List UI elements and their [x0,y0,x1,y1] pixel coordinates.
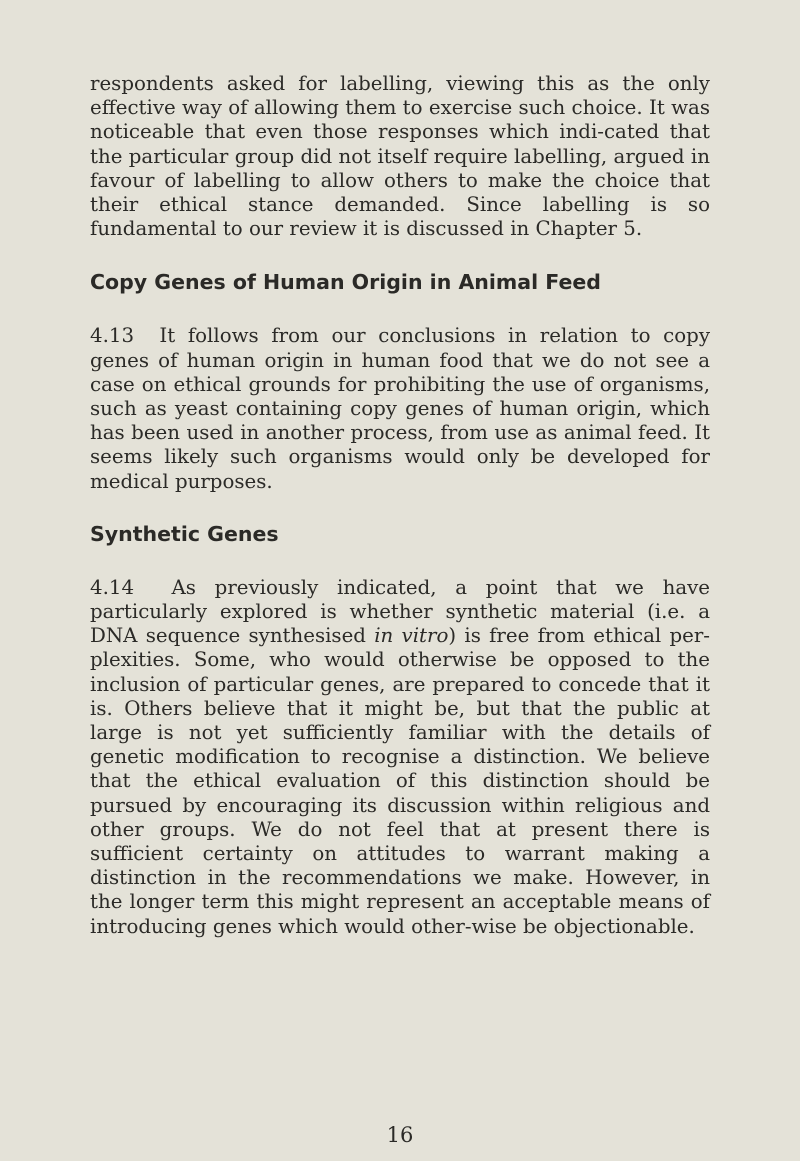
page-number: 16 [386,1123,414,1147]
paragraph-number-4-13: 4.13 [90,324,135,348]
heading-synthetic-genes: Synthetic Genes [90,521,279,546]
paragraph-4-14-text-start: As previously indicated, a point that we have particularly explored is whether synthetic material (i.e. a DNA sequence synthesised [90,575,711,648]
italic-in-vitro: in vitro [374,624,449,648]
intro-paragraph: respondents asked for labelling, viewing this as the only effective way of allowing them to exercise such choice. It was noticeable that even those responses which indi-cated that the particular group did not itself require labelling, argued in favour of labelling to allow others to make the choice that their ethical stance demanded. Since labelling is so fundamental to our review it is discussed in Chapter 5. [90,72,710,241]
paragraph-4-14-text-end: ) is free from ethical per-plexities. Some, who would otherwise be opposed to the inclusion of particular genes, are prepared to concede that it is. Others believe that it might be, but that the public at large is not yet sufficiently familiar with the details of genetic modification to recognise a distinction. We believe that the ethical evaluation of this distinction should be pursued by encouraging its discussion within religious and other groups. We do not feel that at present there is sufficient certainty on attitudes to warrant making a distinction in the recommendations we make. However, in the longer term this might represent an acceptable means of introducing genes which would other-wise be objectionable. [90,624,710,938]
heading-copy-genes: Copy Genes of Human Origin in Animal Feed [90,270,601,295]
paragraph-number-4-14: 4.14 [90,575,135,599]
paragraph-4-14 [90,576,710,939]
paragraph-4-13-text: It follows from our conclusions in relation to copy genes of human origin in human food that we do not see a case on ethical grounds for prohibiting the use of organisms, such as yeast containing copy genes of human origin, which has been used in another process, from use as animal feed. It seems likely such organisms would only be developed for medical purposes. [90,324,711,493]
paragraph-4-13 [90,324,710,493]
